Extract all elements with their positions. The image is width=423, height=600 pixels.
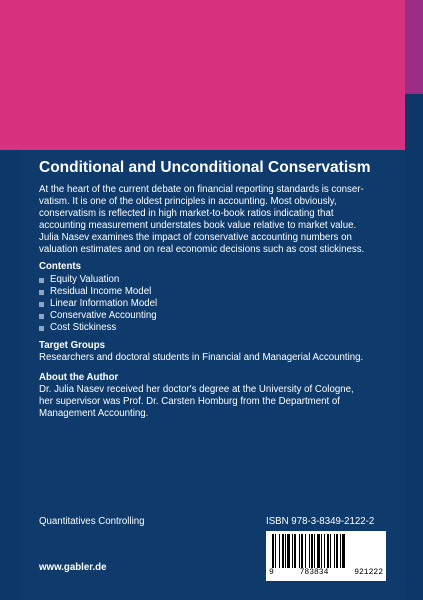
intro-line: conservatism is reflected in high market-to-book ratios indicating that	[39, 208, 334, 220]
about-author-line: Management Accounting.	[39, 408, 149, 420]
list-item-label: Linear Information Model	[50, 298, 158, 310]
contents-heading: Contents	[39, 261, 81, 272]
square-bullet-icon	[39, 326, 44, 331]
square-bullet-icon	[39, 302, 44, 307]
barcode-digit-group: 921222	[354, 568, 383, 577]
barcode-bar	[309, 534, 310, 568]
intro-line: Julia Nasev examines the impact of conservative accounting numbers on	[39, 232, 352, 244]
list-item-label: Cost Stickiness	[50, 322, 117, 334]
intro-paragraph	[39, 184, 391, 257]
pink-color-band	[0, 0, 405, 150]
barcode-bar	[285, 534, 286, 568]
barcode-bar	[299, 534, 300, 568]
barcode-bar	[272, 534, 274, 568]
barcode-bar	[292, 534, 293, 568]
about-author-text	[39, 384, 391, 420]
barcode-bar	[334, 534, 335, 568]
barcode-bar	[340, 534, 341, 568]
barcode-bar	[287, 534, 290, 568]
list-item	[39, 286, 157, 298]
barcode-bar	[342, 534, 345, 568]
isbn-barcode	[266, 531, 386, 581]
series-name: Quantitatives Controlling	[39, 516, 145, 527]
intro-line: accounting measurement understates book value relative to market value.	[39, 220, 357, 232]
barcode-bar	[275, 534, 276, 568]
list-item	[39, 298, 157, 310]
barcode-bar	[324, 534, 325, 568]
barcode-bar	[330, 534, 331, 568]
list-item	[39, 274, 157, 286]
target-groups-text: Researchers and doctoral students in Financial and Managerial Accounting.	[39, 352, 364, 363]
barcode-bar	[294, 534, 296, 568]
barcode-digits	[266, 568, 386, 580]
contents-list	[39, 274, 157, 334]
intro-line: At the heart of the current debate on financial reporting standards is conser-	[39, 184, 364, 195]
barcode-bar	[311, 534, 313, 568]
barcode-digit-group: 783834	[299, 568, 329, 577]
target-groups-heading: Target Groups	[39, 340, 106, 351]
list-item-label: Residual Income Model	[50, 286, 152, 298]
barcode-digit-group: 9	[269, 568, 274, 577]
square-bullet-icon	[39, 278, 44, 283]
barcode-bar	[327, 534, 329, 568]
list-item	[39, 322, 157, 334]
list-item	[39, 310, 157, 322]
barcode-bar	[279, 534, 280, 568]
intro-line: valuation estimates and on real economic decisions such as cost stickiness.	[39, 244, 365, 256]
list-item-label: Equity Valuation	[50, 274, 120, 285]
barcode-bar	[314, 534, 315, 568]
square-bullet-icon	[39, 290, 44, 295]
about-author-heading: About the Author	[39, 372, 119, 383]
book-title: Conditional and Unconditional Conservatism	[39, 159, 371, 176]
list-item-label: Conservative Accounting	[50, 310, 157, 322]
barcode-bar	[336, 534, 338, 568]
publisher-website: www.gabler.de	[39, 562, 107, 573]
barcode-bar	[282, 534, 284, 568]
barcode-bars-icon	[266, 531, 386, 571]
barcode-bar	[305, 534, 306, 568]
square-bullet-icon	[39, 314, 44, 319]
about-author-line: Dr. Julia Nasev received her doctor's degree at the University of Cologne,	[39, 384, 354, 395]
intro-line: vatism. It is one of the oldest principles in accounting. Most obviously,	[39, 196, 337, 208]
barcode-bar	[321, 534, 322, 568]
about-author-line: her supervisor was Prof. Dr. Carsten Homburg from the Department of	[39, 396, 340, 408]
isbn-number: ISBN 978-3-8349-2122-2	[266, 516, 375, 527]
barcode-bar	[317, 534, 320, 568]
purple-color-strip	[405, 0, 423, 94]
barcode-bar	[301, 534, 303, 568]
